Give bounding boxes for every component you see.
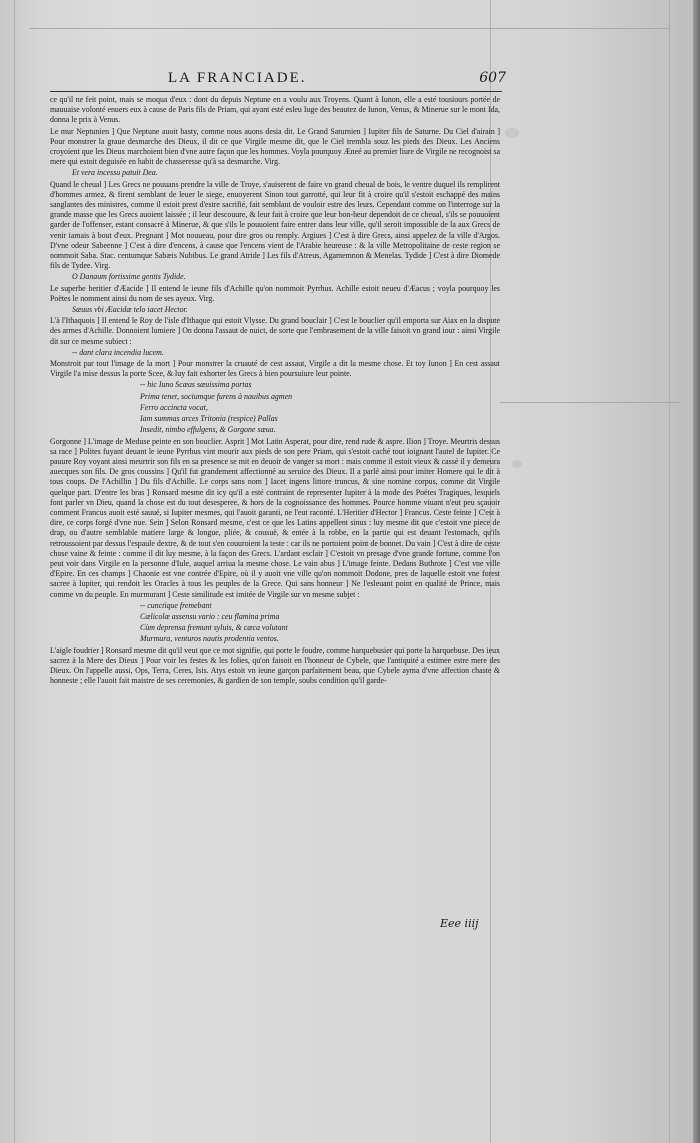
- paragraph: Quand le cheual ] Les Grecs ne pouuans prendre la ville de Troye, s'auiserent de faire vn grand cheual de bois, le ventre duquel ils remplirent d'hommes armez, & firent semblant de leuer le siege, enuoyerent Sinon tout garrotté, qui leur fit à croire qu'il s'estoit eschappé des mains sanglantes des ministres, comme il estoit prest d'estre sacrifié, fait semblant de vouloir estre des leurs. Cependant comme on l'interroge sur la grande masse que les Grecs auoient laissée ; il leur descouure, & leur fait à croire que leur bon-heur dependoit de ce cheual, s'ils se pouuoient garder de l'offenser, estant consacré à Minerue, & que s'ils le pouuoient faire entrer dans leur ville, qu'il seroit impossible de la aux Grecs de venir iamais à bout d'eux. Pregnant ] Mot nouueau, pour dire gros ou remply. Argiues ] C'est à dire Grecs, ainsi appelez de la ville d'Argos. D'vne odeur Sabeenne ] C'est à dire d'encens, à cause que l'encens vient de l'Arabie heureuse : & la ville Metropolitaine de ceste region se nommoit Saba. Stac. centumque Sabæis Nubibus. Le grand Atride ] Les fils d'Atreus, Agamemnon & Menelas. Tydide ] C'est à dire Diomede fils de Tydee. Virg.: [50, 179, 500, 271]
- paragraph: ce qu'il ne feit point, mais se moqua d'eux : dont du depuis Neptune en a voulu aux Troyens. Quant à Iunon, elle a esté tousiours portée de mauuaise volonté enuers eux à cause de Paris fils de Priam, qui ayant esté esleu Iuge des beautez de Iunon, Venus, & Minerue sur le mont Ida, donna le prix à Venus.: [50, 95, 500, 125]
- stain: [505, 128, 519, 138]
- paragraph: Monstroit par tout l'image de la mort ] Pour monstrer la cruauté de cest assaut, Virgile a dit la mesme chose. Et toy Iunon ] En cest assaut Virgile l'a mise dessus la porte Scee, & luy fait exhorter les Grecs à bien poursuiure leur pointe.: [50, 359, 500, 379]
- verse-quote: Cùm deprensa fremunt syluis, & cæca volutant: [140, 623, 288, 633]
- stain: [512, 460, 522, 468]
- verse-quote: -- cunctique fremebant: [140, 600, 212, 610]
- page-fold-shadow: [693, 0, 700, 1143]
- verse-quote: Et vera incessu patuit Dea.: [72, 168, 158, 178]
- verse-quote: Iam summas arces Tritonia (respice) Pallas: [140, 414, 278, 424]
- verse-quote: Murmura, venturos nautis prodentia ventos.: [140, 634, 279, 644]
- paragraph: Le superbe heritier d'Æacide ] Il entend le ieune fils d'Achille qu'on nommoit Pyrrhus. Achille estoit neueu d'Æacus ; voyla pourquoy les Poëtes le nomment ainsi du nom de ses ayeux. Virg.: [50, 283, 500, 303]
- verse-quote: Cælicolæ assensu vario : ceu flamina prima: [140, 611, 280, 621]
- verse-quote: -- hic Iuno Scæas sæuissima portas: [140, 380, 252, 390]
- verse-quote: O Danaum fortissime gentis Tydide.: [72, 272, 186, 282]
- verse-quote: Insedit, nimbo effulgens, & Gorgone sæua.: [140, 425, 276, 435]
- scan-line: [30, 28, 670, 29]
- verse-quote: -- dant clara incendia lucem.: [72, 347, 164, 357]
- scan-line: [669, 0, 670, 1143]
- verse-quote: Sæuus vbi Æacidæ telo iacet Hector.: [72, 305, 188, 315]
- page-number: 607: [479, 70, 506, 86]
- signature-mark: Eee iiij: [440, 917, 479, 930]
- paragraph: L'aigle foudrier ] Ronsard mesme dit qu'il veut que ce mot signifie, qui porte le foudre, comme harquebusier qui porte la harquebuse. Des ieux sacrez à la Mere des Dieux ] Pour voir les festes & les folies, qu'on faisoit en l'honneur de Cybele, que l'antiquité a estimee estre mere des Dieux. On l'appelle aussi, Ops, Terra, Ceres, Isis. Atys estoit vn ieune garçon parfaitement beau, que Cybele ayma d'vne affection chaste & honneste ; elle l'auoit fait maistre de ses ceremonies, & gardien de son temple, soubs condition qu'il garde-: [50, 645, 500, 686]
- verse-quote: Prima tenet, sociumque furens à nauibus agmen: [140, 391, 293, 401]
- verse-quote: Ferro accincta vocat,: [140, 402, 208, 412]
- header-rule: [50, 91, 502, 92]
- running-title: LA FRANCIADE.: [168, 70, 307, 86]
- scan-line: [500, 402, 680, 403]
- paragraph: L'à l'Ithaquois ] Il entend le Roy de l'isle d'Ithaque qui estoit Vlysse. Du grand bouclair ] C'est le bouclier qu'il emporta sur Aiax en la dispute des armes d'Achille. Donnoient lumiere ] On donna l'assaut de nuict, de sorte que l'embrasement de la ville faisoit vn grand iour : ainsi Virgile dit sur ce mesme subiect :: [50, 316, 500, 346]
- paragraph: Le mur Neptunien ] Que Neptune auoit basty, comme nous auons desia dit. Le Grand Saturnien ] Iupiter fils de Saturne. Du Ciel d'airain ] Pour monstrer la graue desmarche des Dieux, il dit ce que Virgile mesme dit, que le Ciel trembla souz les pieds des Dieux. Les Anciens croyoient que les Dieux marchoient bien d'vne autre façon que les hommes. Voyla pourquoy Æneé au premier liure de Virgile ne recognoist sa mere qui estoit deguisée en habit de chasseresse qu'à sa desmarche. Virg.: [50, 126, 500, 167]
- paragraph: Gorgonne ] L'image de Meduse peinte en son bouclier. Asprit ] Mot Latin Asperat, pour dire, rend rude & aspre. Ilion ] Troye. Meurtris dessus sa race ] Polites fuyant deuant le ieune Pyrrhus vint mourir aux pieds de son pere Priam, qui s'estoit caché tout ioignant l'autel de Iupiter. Ce pauure Roy voyant ainsi meurtrir son fils en sa presence se mit en deuoir de vanger sa mort : mais comme il estoit vieux & cassé il y demeura auecques son fils. De gros coussins ] Qu'il fut grandement affectionné au seruice des Dieux. Il a parlé ainsi pour imiter Homere qui le dit à tous coups. De l'Achillin ] Du fils d'Achille. Le corps sans nom ] Iacet ingens littore truncus, & sine nomine corpus, comme dit Virgile quelque part. D'entre les bras ] Ronsard mesme dit icy qu'il a esté contraint de representer Iupiter à la mode des Poëtes Tragiques, lesquels font parler vn Dieu, quand la chose est du tout desesperee, & hors de la cognoissance des hommes. Pource homme viuant n'eut peu sçauoir comment Francus auoit esté sauué, si Iupiter mesmes, qui l'auoit garanti, ne l'eut raconté. L'Heritier d'Hector ] Francus. Ceste feinte ] C'est à dire, ce corps forgé d'vne nue. Sein ] Selon Ronsard mesme, c'est ce que les Latins appellent sinus : luy mesme dit que c'estoit vne piece de drap, ou d'autre semblable matiere large & longue, pliée, & cousuë, & entée à la robbe, en la partie qui est deuant l'estomach, qu'ils retroussoient par dessus l'espaule dextre, & de tout s'en couuroient la teste : car ils ne portoient point de bonnet. Du vain ] C'est à dire de ceste chose vaine & feinte : comme il dit luy mesme, à la façon des Grecs. L'ardant esclair ] C'estoit vn presage d'vne grande fortune, comme l'on peut voir dans Virgile en la personne d'Iule, auquel arriua la mesme chose. Le vain abus ] L'image feinte. Dedans Buthrote ] C'est vne ville d'Epire. En ces champs ] Chaonie est vne contrée d'Epire, où il y auoit vne ville qu'on nommoit Dodone, pres de laquelle estoit vne forest sacree à Iupiter, qui rendoit les Oracles à tous les peuples de la Grece. Qui sans honneur ] Ne l'esleuant point en qualité de Prince, mais comme vn du peuple. En murmurant ] Ceste similitude est imitée de Virgile sur vn mesme subjet :: [50, 436, 500, 599]
- commentary-text: [50, 95, 500, 687]
- page-header: [50, 70, 506, 92]
- scan-line: [14, 0, 15, 1143]
